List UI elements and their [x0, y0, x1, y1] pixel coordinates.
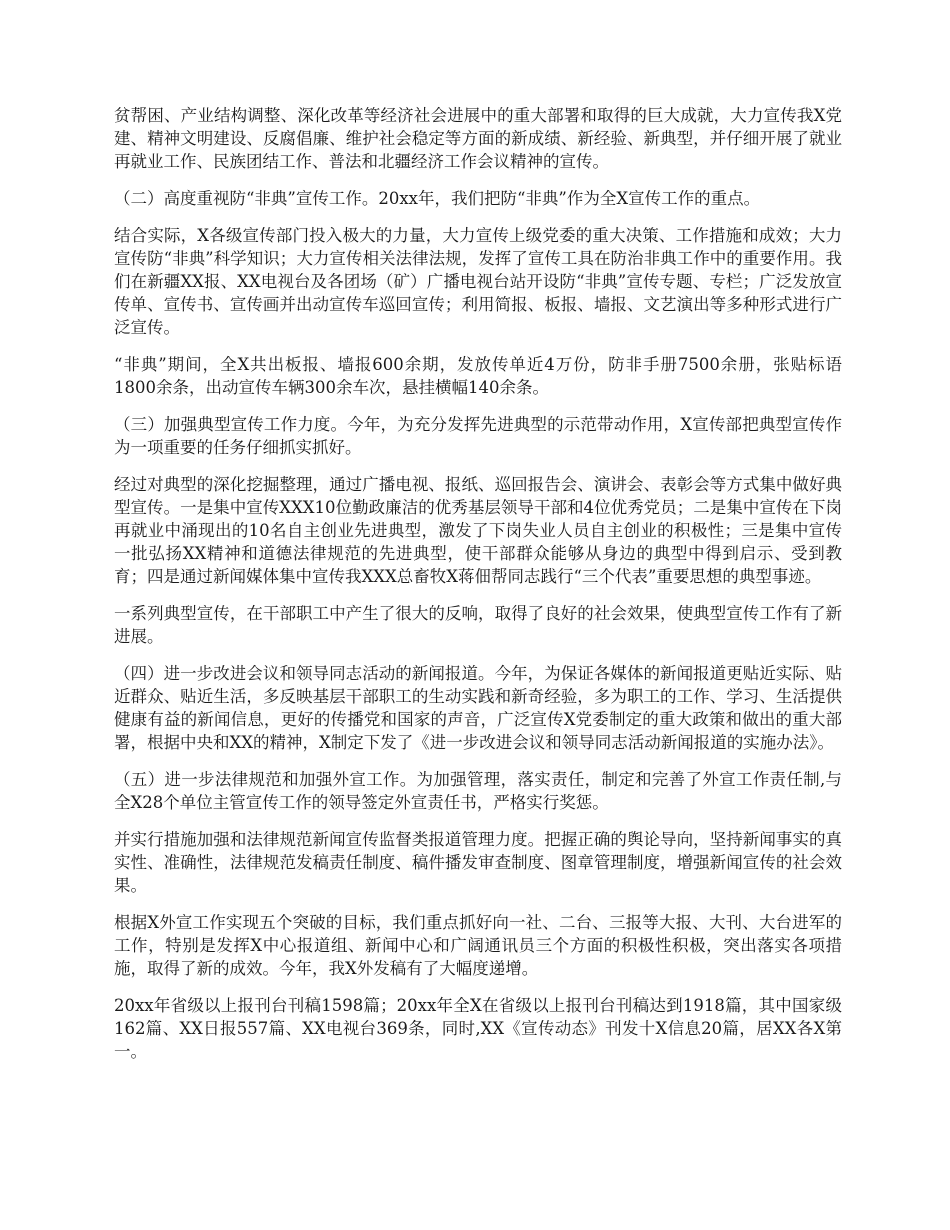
paragraph-5: （三）加强典型宣传工作力度。今年，为充分发挥先进典型的示范带动作用，X宣传部把典型宣传作为一项重要的任务仔细抓实抓好。 — [114, 415, 842, 457]
paragraph-1: 贫帮困、产业结构调整、深化改革等经济社会进展中的重大部署和取得的巨大成就，大力宣传我X党建、精神文明建设、反腐倡廉、维护社会稳定等方面的新成绩、新经验、新典型，并仔细开展了就业再就业工作、民族团结工作、普法和北疆经济工作会议精神的宣传。 — [114, 106, 842, 171]
paragraph-7: 一系列典型宣传，在干部职工中产生了很大的反响，取得了良好的社会效果，使典型宣传工作有了新进展。 — [114, 604, 842, 646]
paragraph-8: （四）进一步改进会议和领导同志活动的新闻报道。今年，为保证各媒体的新闻报道更贴近实际、贴近群众、贴近生活，多反映基层干部职工的生动实践和新奇经验，多为职工的工作、学习、生活提供健康有益的新闻信息，更好的传播党和国家的声音，广泛宣传X党委制定的重大政策和做出的重大部署，根据中央和XX的精神，X制定下发了《进一步改进会议和领导同志活动新闻报道的实施办法》。 — [114, 664, 842, 752]
paragraph-10: 并实行措施加强和法律规范新闻宣传监督类报道管理力度。把握正确的舆论导向，坚持新闻事实的真实性、准确性，法律规范发稿责任制度、稿件播发审查制度、图章管理制度，增强新闻宣传的社会效果。 — [114, 830, 842, 895]
document-body — [114, 104, 842, 1077]
paragraph-6: 经过对典型的深化挖掘整理，通过广播电视、报纸、巡回报告会、演讲会、表彰会等方式集中做好典型宣传。一是集中宣传XXX10位勤政廉洁的优秀基层领导干部和4位优秀党员；二是集中宣传在下岗再就业中涌现出的10名自主创业先进典型，激发了下岗失业人员自主创业的积极性；三是集中宣传一批弘扬XX精神和道德法律规范的先进典型，使干部群众能够从身边的典型中得到启示、受到教育；四是通过新闻媒体集中宣传我XXX总畜牧X蒋佃帮同志践行“三个代表”重要思想的典型事迹。 — [114, 475, 842, 586]
paragraph-12: 20xx年省级以上报刊台刊稿1598篇；20xx年全X在省级以上报刊台刊稿达到1918篇，其中国家级162篇、XX日报557篇、XX电视台369条，同时,XX《宣传动态》刊发十X信息20篇，居XX各X第一。 — [114, 996, 842, 1061]
paragraph-3: 结合实际，X各级宣传部门投入极大的力量，大力宣传上级党委的重大决策、工作措施和成效；大力宣传防“非典”科学知识；大力宣传相关法律法规，发挥了宣传工具在防治非典工作中的重要作用。我们在新疆XX报、XX电视台及各团场（矿）广播电视台站开设防“非典”宣传专题、专栏；广泛发放宣传单、宣传书、宣传画并出动宣传车巡回宣传；利用简报、板报、墙报、文艺演出等多种形式进行广泛宣传。 — [114, 226, 842, 337]
paragraph-11: 根据X外宣工作实现五个突破的目标，我们重点抓好向一社、二台、三报等大报、大刊、大台进军的工作，特别是发挥X中心报道组、新闻中心和广阔通讯员三个方面的积极性积极，突出落实各项措施，取得了新的成效。今年，我X外发稿有了大幅度递增。 — [114, 913, 842, 978]
paragraph-9: （五）进一步法律规范和加强外宣工作。为加强管理，落实责任，制定和完善了外宣工作责任制,与全X28个单位主管宣传工作的领导签定外宣责任书，严格实行奖惩。 — [114, 770, 842, 812]
paragraph-4: “非典”期间，全X共出板报、墙报600余期，发放传单近4万份，防非手册7500余册，张贴标语1800余条，出动宣传车辆300余车次，悬挂横幅140余条。 — [114, 355, 842, 397]
paragraph-2: （二）高度重视防“非典”宣传工作。20xx年，我们把防“非典”作为全X宣传工作的重点。 — [114, 189, 761, 208]
